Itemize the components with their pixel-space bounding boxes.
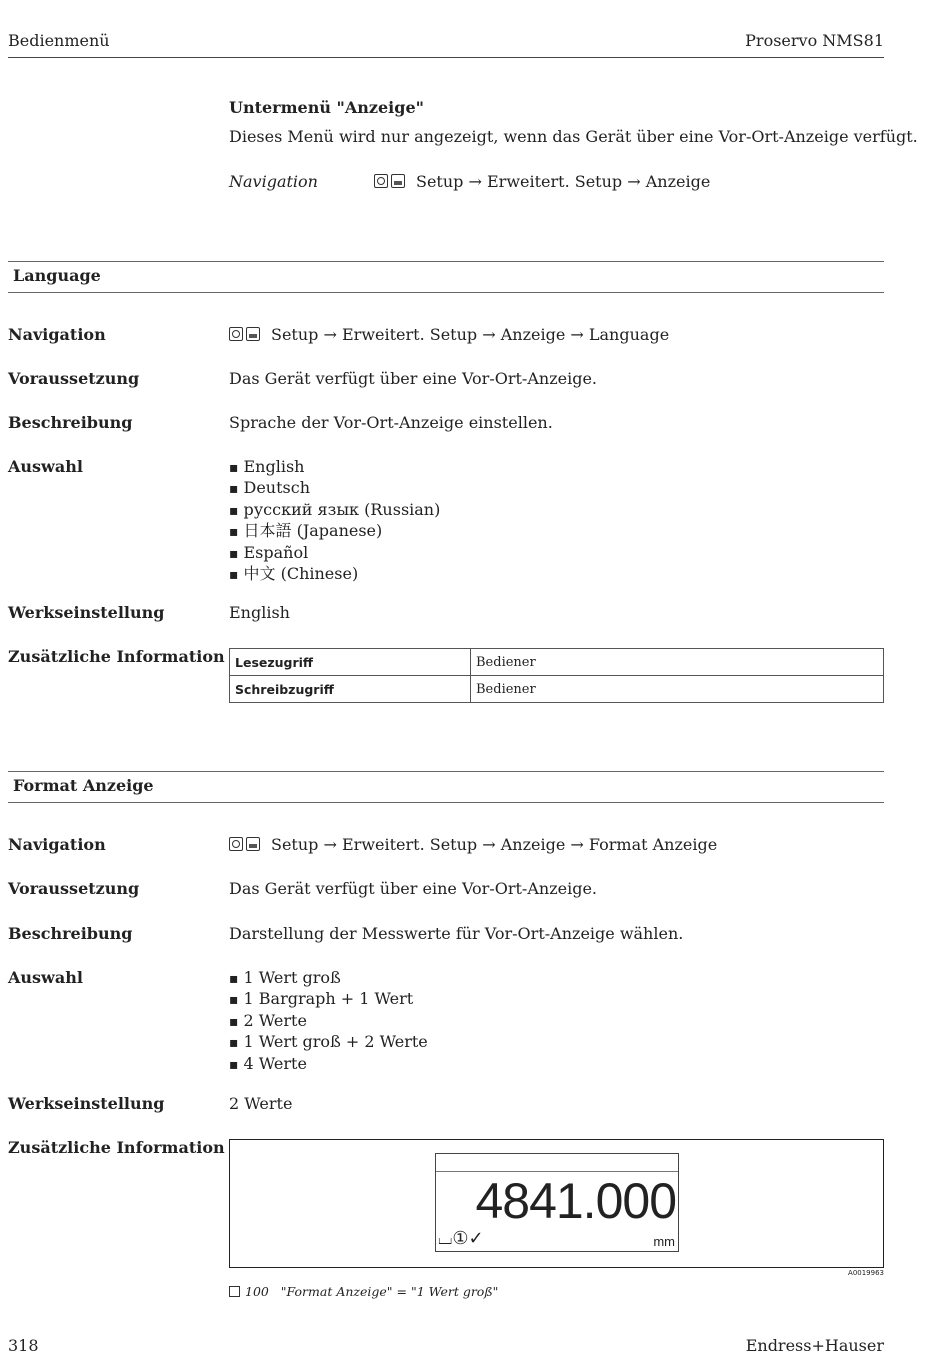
table-row (230, 649, 884, 676)
caption-number: 100 (245, 1284, 269, 1299)
submenu-description: Dieses Menü wird nur angezeigt, wenn das Gerät über eine Vor-Ort-Anzeige verfügt. (229, 127, 918, 146)
list-item: ▪ русский язык (Russian) (229, 500, 440, 521)
keypad-icon (229, 836, 263, 855)
label-navigation: Navigation (8, 325, 106, 344)
section-rule-bottom (8, 292, 884, 293)
label-beschreibung: Beschreibung (8, 413, 133, 432)
label-beschreibung: Beschreibung (8, 924, 133, 943)
label-werkseinstellung: Werkseinstellung (8, 1094, 165, 1113)
label-voraussetzung: Voraussetzung (8, 369, 140, 388)
language-options (229, 457, 440, 585)
section-title-language: Language (13, 266, 101, 285)
table-cell-value: Bediener (471, 649, 884, 676)
keypad-icon (229, 326, 263, 345)
format-options (229, 968, 428, 1075)
display-illustration (435, 1153, 679, 1252)
label-werkseinstellung: Werkseinstellung (8, 603, 165, 622)
list-item: ▪ Español (229, 543, 440, 564)
table-cell-key: Schreibzugriff (230, 676, 471, 703)
label-auswahl: Auswahl (8, 968, 83, 987)
figure-id: A0019963 (848, 1269, 884, 1277)
list-item: ▪ 4 Werte (229, 1054, 428, 1075)
status-icons: ⌴①✓ (438, 1228, 484, 1249)
page-number: 318 (8, 1336, 39, 1355)
submenu-title: Untermenü "Anzeige" (229, 98, 424, 117)
display-unit: mm (653, 1234, 675, 1249)
figure-icon (229, 1286, 240, 1297)
caption-text: "Format Anzeige" = "1 Wert groß" (280, 1284, 499, 1299)
table-cell-value: Bediener (471, 676, 884, 703)
label-navigation: Navigation (8, 835, 106, 854)
list-item: ▪ 中文 (Chinese) (229, 564, 440, 585)
list-item: ▪ 1 Bargraph + 1 Wert (229, 989, 428, 1010)
running-header-left: Bedienmenü (8, 31, 110, 50)
label-auswahl: Auswahl (8, 457, 83, 476)
list-item: ▪ 日本語 (Japanese) (229, 521, 440, 542)
intro-navigation-label: Navigation (229, 172, 318, 191)
language-werkseinstellung: English (229, 603, 290, 622)
label-voraussetzung: Voraussetzung (8, 879, 140, 898)
section-title-format: Format Anzeige (13, 776, 154, 795)
list-item: ▪ 1 Wert groß (229, 968, 428, 989)
list-item: ▪ 1 Wert groß + 2 Werte (229, 1032, 428, 1053)
format-navigation-path: Setup → Erweitert. Setup → Anzeige → Format Anzeige (229, 835, 717, 855)
header-rule (8, 57, 884, 58)
label-zusatz: Zusätzliche Information (8, 1138, 225, 1157)
intro-navigation-path: Setup → Erweitert. Setup → Anzeige (374, 172, 710, 192)
display-value: 4841.000 (475, 1173, 676, 1229)
format-voraussetzung: Das Gerät verfügt über eine Vor-Ort-Anzeige. (229, 879, 597, 898)
figure-caption (229, 1284, 498, 1299)
language-voraussetzung: Das Gerät verfügt über eine Vor-Ort-Anzeige. (229, 369, 597, 388)
section-rule-top (8, 261, 884, 262)
keypad-icon (374, 173, 408, 192)
publisher-name: Endress+Hauser (745, 1336, 884, 1355)
list-item: ▪ Deutsch (229, 478, 440, 499)
format-werkseinstellung: 2 Werte (229, 1094, 293, 1113)
language-navigation-path: Setup → Erweitert. Setup → Anzeige → Language (229, 325, 669, 345)
section-rule-bottom (8, 802, 884, 803)
label-zusatz: Zusätzliche Information (8, 647, 225, 666)
list-item: ▪ English (229, 457, 440, 478)
format-beschreibung: Darstellung der Messwerte für Vor-Ort-Anzeige wählen. (229, 924, 684, 943)
access-table (229, 648, 884, 703)
table-row (230, 676, 884, 703)
section-rule-top (8, 771, 884, 772)
figure-frame (229, 1139, 884, 1268)
running-header-right: Proservo NMS81 (745, 31, 884, 50)
list-item: ▪ 2 Werte (229, 1011, 428, 1032)
language-beschreibung: Sprache der Vor-Ort-Anzeige einstellen. (229, 413, 553, 432)
table-cell-key: Lesezugriff (230, 649, 471, 676)
